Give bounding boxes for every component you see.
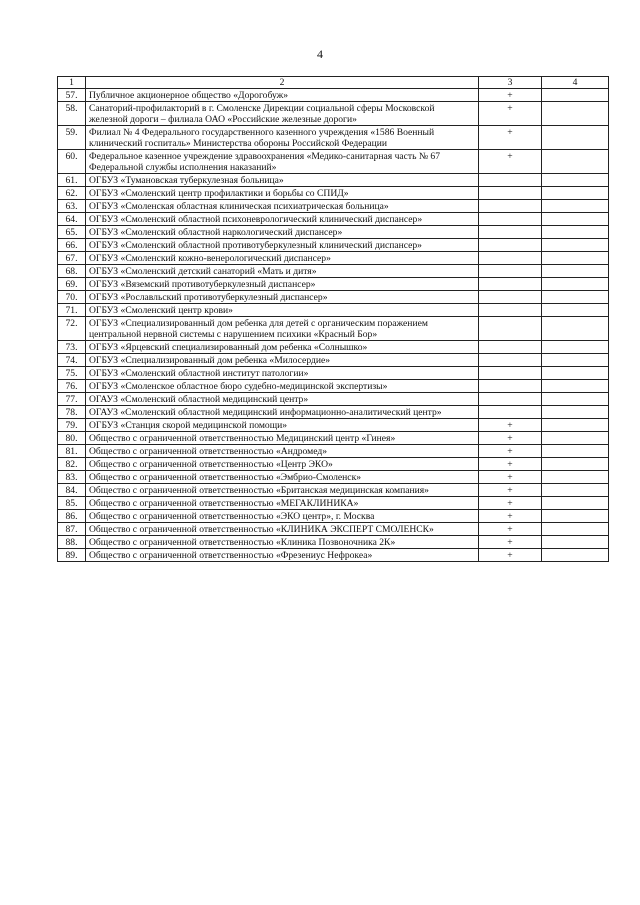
row-number: 76. [58, 380, 86, 393]
row-number: 70. [58, 291, 86, 304]
row-number: 62. [58, 187, 86, 200]
organization-name: ОГБУЗ «Специализированный дом ребенка для детей с органическим поражением центральной нервной системы с нарушением психики «Красный Бор» [86, 317, 479, 341]
table-body [58, 89, 609, 562]
column-4-mark [542, 291, 609, 304]
table-row [58, 510, 609, 523]
table-row [58, 239, 609, 252]
organization-name: ОГБУЗ «Смоленский центр профилактики и борьбы со СПИД» [86, 187, 479, 200]
row-number: 80. [58, 432, 86, 445]
column-4-mark [542, 239, 609, 252]
table-row [58, 265, 609, 278]
organization-name: ОГБУЗ «Рославльский противотуберкулезный диспансер» [86, 291, 479, 304]
table-row [58, 341, 609, 354]
row-number: 83. [58, 471, 86, 484]
organization-name: ОГБУЗ «Смоленский детский санаторий «Мать и дитя» [86, 265, 479, 278]
column-4-mark [542, 471, 609, 484]
row-number: 87. [58, 523, 86, 536]
table-row [58, 291, 609, 304]
table-row [58, 317, 609, 341]
organization-name: Общество с ограниченной ответственностью «Эмбрио-Смоленск» [86, 471, 479, 484]
organization-name: ОГБУЗ «Станция скорой медицинской помощи» [86, 419, 479, 432]
column-3-mark [479, 187, 542, 200]
column-4-mark [542, 252, 609, 265]
table-row [58, 252, 609, 265]
row-number: 64. [58, 213, 86, 226]
organization-name: ОГБУЗ «Смоленский областной противотуберкулезный клинический диспансер» [86, 239, 479, 252]
column-3-mark [479, 239, 542, 252]
table-row [58, 380, 609, 393]
row-number: 78. [58, 406, 86, 419]
table-row [58, 102, 609, 126]
column-4-mark [542, 102, 609, 126]
organization-name: ОГБУЗ «Специализированный дом ребенка «Милосердие» [86, 354, 479, 367]
table-row [58, 406, 609, 419]
column-3-mark: + [479, 471, 542, 484]
organization-name: ОГБУЗ «Смоленский кожно-венерологический диспансер» [86, 252, 479, 265]
column-3-mark [479, 380, 542, 393]
table-row [58, 536, 609, 549]
row-number: 81. [58, 445, 86, 458]
column-4-mark [542, 226, 609, 239]
column-4-mark [542, 150, 609, 174]
column-4-mark [542, 445, 609, 458]
table-row [58, 89, 609, 102]
organization-name: Общество с ограниченной ответственностью «Клиника Позвоночника 2К» [86, 536, 479, 549]
column-4-mark [542, 510, 609, 523]
table-row [58, 432, 609, 445]
column-3-mark: + [479, 484, 542, 497]
organization-name: Общество с ограниченной ответственностью «КЛИНИКА ЭКСПЕРТ СМОЛЕНСК» [86, 523, 479, 536]
column-3-mark [479, 278, 542, 291]
row-number: 68. [58, 265, 86, 278]
row-number: 75. [58, 367, 86, 380]
table-row [58, 523, 609, 536]
table-row [58, 304, 609, 317]
row-number: 72. [58, 317, 86, 341]
row-number: 79. [58, 419, 86, 432]
row-number: 82. [58, 458, 86, 471]
organization-name: Общество с ограниченной ответственностью «ЭКО центр», г. Москва [86, 510, 479, 523]
row-number: 69. [58, 278, 86, 291]
column-4-mark [542, 536, 609, 549]
column-4-mark [542, 200, 609, 213]
table-row [58, 549, 609, 562]
column-3-mark [479, 406, 542, 419]
row-number: 71. [58, 304, 86, 317]
table-row [58, 150, 609, 174]
row-number: 58. [58, 102, 86, 126]
column-3-mark [479, 252, 542, 265]
table-row [58, 445, 609, 458]
row-number: 65. [58, 226, 86, 239]
row-number: 88. [58, 536, 86, 549]
column-3-mark: + [479, 445, 542, 458]
table-row [58, 393, 609, 406]
organization-name: ОГБУЗ «Вяземский противотуберкулезный диспансер» [86, 278, 479, 291]
column-3-mark [479, 226, 542, 239]
organization-name: ОГБУЗ «Смоленское областное бюро судебно-медицинской экспертизы» [86, 380, 479, 393]
column-3-mark: + [479, 89, 542, 102]
column-4-mark [542, 213, 609, 226]
row-number: 59. [58, 126, 86, 150]
column-3-mark: + [479, 432, 542, 445]
table-row [58, 471, 609, 484]
organization-name: Общество с ограниченной ответственностью «Андромед» [86, 445, 479, 458]
column-3-mark: + [479, 150, 542, 174]
table-row [58, 458, 609, 471]
column-3-mark: + [479, 497, 542, 510]
column-4-mark [542, 278, 609, 291]
column-4-mark [542, 174, 609, 187]
table-row [58, 497, 609, 510]
organization-name: Общество с ограниченной ответственностью «Центр ЭКО» [86, 458, 479, 471]
row-number: 86. [58, 510, 86, 523]
column-3-mark: + [479, 510, 542, 523]
column-4-mark [542, 187, 609, 200]
column-4-mark [542, 432, 609, 445]
organization-name: ОГАУЗ «Смоленский областной медицинский центр» [86, 393, 479, 406]
row-number: 60. [58, 150, 86, 174]
column-3-mark [479, 304, 542, 317]
organization-name: Общество с ограниченной ответственностью «Фрезениус Нефрокеа» [86, 549, 479, 562]
row-number: 84. [58, 484, 86, 497]
column-4-mark [542, 265, 609, 278]
organization-name: ОГБУЗ «Смоленская областная клиническая психиатрическая больница» [86, 200, 479, 213]
column-3-mark [479, 317, 542, 341]
organization-name: ОГБУЗ «Смоленский областной наркологический диспансер» [86, 226, 479, 239]
organization-name: Публичное акционерное общество «Дорогобуж» [86, 89, 479, 102]
column-4-mark [542, 341, 609, 354]
column-3-mark [479, 291, 542, 304]
header-col-4: 4 [542, 77, 609, 89]
organization-name: Филиал № 4 Федерального государственного казенного учреждения «1586 Военный клинический госпиталь» Министерства обороны Российской Федерации [86, 126, 479, 150]
organization-name: ОГБУЗ «Смоленский центр крови» [86, 304, 479, 317]
column-3-mark: + [479, 536, 542, 549]
column-3-mark: + [479, 419, 542, 432]
row-number: 66. [58, 239, 86, 252]
organization-name: Санаторий-профилакторий в г. Смоленске Дирекции социальной сферы Московской железной дороги – филиала ОАО «Российские железные дороги» [86, 102, 479, 126]
table-row [58, 226, 609, 239]
column-4-mark [542, 458, 609, 471]
column-3-mark: + [479, 126, 542, 150]
column-4-mark [542, 406, 609, 419]
table-row [58, 278, 609, 291]
organization-name: ОГБУЗ «Тумановская туберкулезная больница» [86, 174, 479, 187]
column-4-mark [542, 497, 609, 510]
column-4-mark [542, 419, 609, 432]
column-4-mark [542, 304, 609, 317]
table-row [58, 187, 609, 200]
table-row [58, 126, 609, 150]
table-row [58, 367, 609, 380]
column-3-mark [479, 354, 542, 367]
organizations-table [57, 76, 609, 562]
column-4-mark [542, 380, 609, 393]
organization-name: Федеральное казенное учреждение здравоохранения «Медико-санитарная часть № 67 Федеральной службы исполнения наказаний» [86, 150, 479, 174]
column-3-mark [479, 200, 542, 213]
organization-name: ОГАУЗ «Смоленский областной медицинский информационно-аналитический центр» [86, 406, 479, 419]
column-3-mark [479, 265, 542, 278]
header-col-2: 2 [86, 77, 479, 89]
table-row [58, 419, 609, 432]
column-4-mark [542, 393, 609, 406]
table-row [58, 354, 609, 367]
column-4-mark [542, 89, 609, 102]
column-4-mark [542, 367, 609, 380]
organization-name: ОГБУЗ «Смоленский областной институт патологии» [86, 367, 479, 380]
column-3-mark: + [479, 458, 542, 471]
row-number: 89. [58, 549, 86, 562]
organization-name: Общество с ограниченной ответственностью «МЕГАКЛИНИКА» [86, 497, 479, 510]
organization-name: Общество с ограниченной ответственностью «Британская медицинская компания» [86, 484, 479, 497]
row-number: 77. [58, 393, 86, 406]
table-row [58, 200, 609, 213]
column-4-mark [542, 354, 609, 367]
column-3-mark [479, 341, 542, 354]
table-row [58, 484, 609, 497]
column-3-mark [479, 174, 542, 187]
table-row [58, 213, 609, 226]
column-3-mark [479, 367, 542, 380]
row-number: 85. [58, 497, 86, 510]
column-4-mark [542, 126, 609, 150]
column-4-mark [542, 317, 609, 341]
organization-name: ОГБУЗ «Смоленский областной психоневрологический клинический диспансер» [86, 213, 479, 226]
row-number: 74. [58, 354, 86, 367]
table-header-row [58, 77, 609, 89]
column-3-mark [479, 393, 542, 406]
page-number: 4 [317, 47, 323, 61]
row-number: 63. [58, 200, 86, 213]
column-3-mark [479, 213, 542, 226]
organization-name: Общество с ограниченной ответственностью Медицинский центр «Гинея» [86, 432, 479, 445]
row-number: 61. [58, 174, 86, 187]
row-number: 67. [58, 252, 86, 265]
table-row [58, 174, 609, 187]
column-4-mark [542, 549, 609, 562]
header-col-3: 3 [479, 77, 542, 89]
column-3-mark: + [479, 549, 542, 562]
row-number: 57. [58, 89, 86, 102]
column-4-mark [542, 484, 609, 497]
column-3-mark: + [479, 102, 542, 126]
row-number: 73. [58, 341, 86, 354]
organization-name: ОГБУЗ «Ярцевский специализированный дом ребенка «Солнышко» [86, 341, 479, 354]
header-col-1: 1 [58, 77, 86, 89]
column-3-mark: + [479, 523, 542, 536]
column-4-mark [542, 523, 609, 536]
